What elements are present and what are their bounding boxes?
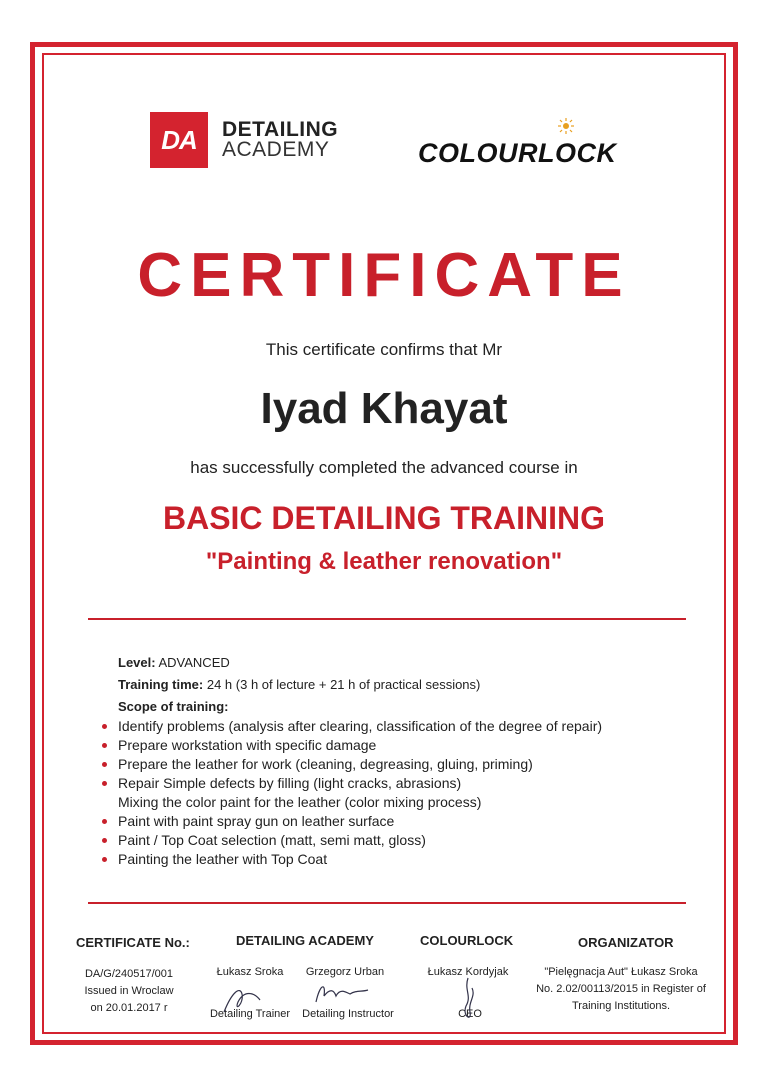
da-logo-mark: DA — [150, 112, 208, 168]
da-logo-line2: ACADEMY — [222, 138, 330, 161]
signature-urban — [310, 978, 374, 1008]
da-logo-line1: DETAILING — [222, 118, 339, 141]
signer3-name: Łukasz Kordyjak — [427, 966, 509, 978]
organizator-label: ORGANIZATOR — [578, 935, 674, 950]
list-item: Paint with paint spray gun on leather surface — [102, 812, 602, 831]
cert-number: DA/G/240517/001 — [84, 968, 174, 980]
completed-text: has successfully completed the advanced course in — [190, 458, 578, 477]
course-subtitle: "Painting & leather renovation" — [205, 548, 563, 575]
signature-kordyjak — [450, 976, 486, 1026]
list-item: Painting the leather with Top Coat — [102, 850, 602, 869]
confirms-text: This certificate confirms that Mr — [265, 340, 503, 359]
list-item: Prepare workstation with specific damage — [102, 736, 602, 755]
organizator-block — [528, 964, 714, 1015]
sun-icon — [558, 118, 574, 134]
signer3-role: CEO — [458, 1008, 482, 1020]
organizator-line1: "Pielęgnacja Aut" Łukasz Sroka — [544, 966, 698, 978]
colourlock-wordmark: COLOURLOCK — [418, 138, 617, 168]
issued-date: on 20.01.2017 r — [90, 1002, 168, 1014]
academy-label: DETAILING ACADEMY — [236, 933, 374, 948]
time-label: Training time: — [118, 677, 204, 692]
cert-number-block — [70, 966, 188, 1017]
list-item: Prepare the leather for work (cleaning, degreasing, gluing, priming) — [102, 755, 602, 774]
list-item: Repair Simple defects by filling (light cracks, abrasions) — [102, 774, 602, 793]
organizator-line2: No. 2.02/00113/2015 in Register of — [536, 983, 706, 995]
signer2-name: Grzegorz Urban — [305, 966, 385, 978]
bullet-icon — [102, 819, 107, 824]
organizator-line3: Training Institutions. — [571, 1000, 671, 1012]
signer2-role: Detailing Instructor — [302, 1008, 394, 1020]
scope-list — [102, 717, 602, 869]
colourlock-logo — [418, 118, 648, 168]
bullet-icon — [102, 762, 107, 767]
signer1-name: Łukasz Sroka — [216, 966, 284, 978]
divider-bottom — [88, 902, 686, 904]
bullet-icon — [102, 743, 107, 748]
inner-border — [42, 53, 726, 1034]
colourlock-label: COLOURLOCK — [420, 933, 514, 948]
list-item: Identify problems (analysis after clearing, classification of the degree of repair) — [102, 717, 602, 736]
bullet-icon — [102, 857, 107, 862]
bullet-icon — [102, 781, 107, 786]
course-name: BASIC DETAILING TRAINING — [162, 500, 606, 536]
signature-sroka — [214, 982, 274, 1018]
divider-top — [88, 618, 686, 620]
time-value: 24 h (3 h of lecture + 21 h of practical sessions) — [206, 677, 481, 692]
detailing-academy-logo — [150, 112, 338, 168]
certificate-title: CERTIFICATE — [137, 241, 631, 310]
list-item: Mixing the color paint for the leather (color mixing process) — [118, 794, 482, 810]
scope-label: Scope of training: — [118, 699, 229, 714]
cert-no-label: CERTIFICATE No.: — [76, 935, 190, 950]
level-label: Level: — [118, 655, 156, 670]
level-value: ADVANCED — [158, 655, 230, 670]
bullet-icon — [102, 838, 107, 843]
signer1-role: Detailing Trainer — [209, 1008, 291, 1020]
list-item: Paint / Top Coat selection (matt, semi matt, gloss) — [102, 831, 602, 850]
bullet-icon — [102, 724, 107, 729]
training-info — [118, 652, 480, 718]
issued-place: Issued in Wroclaw — [84, 985, 174, 997]
recipient-name: Iyad Khayat — [260, 384, 508, 433]
